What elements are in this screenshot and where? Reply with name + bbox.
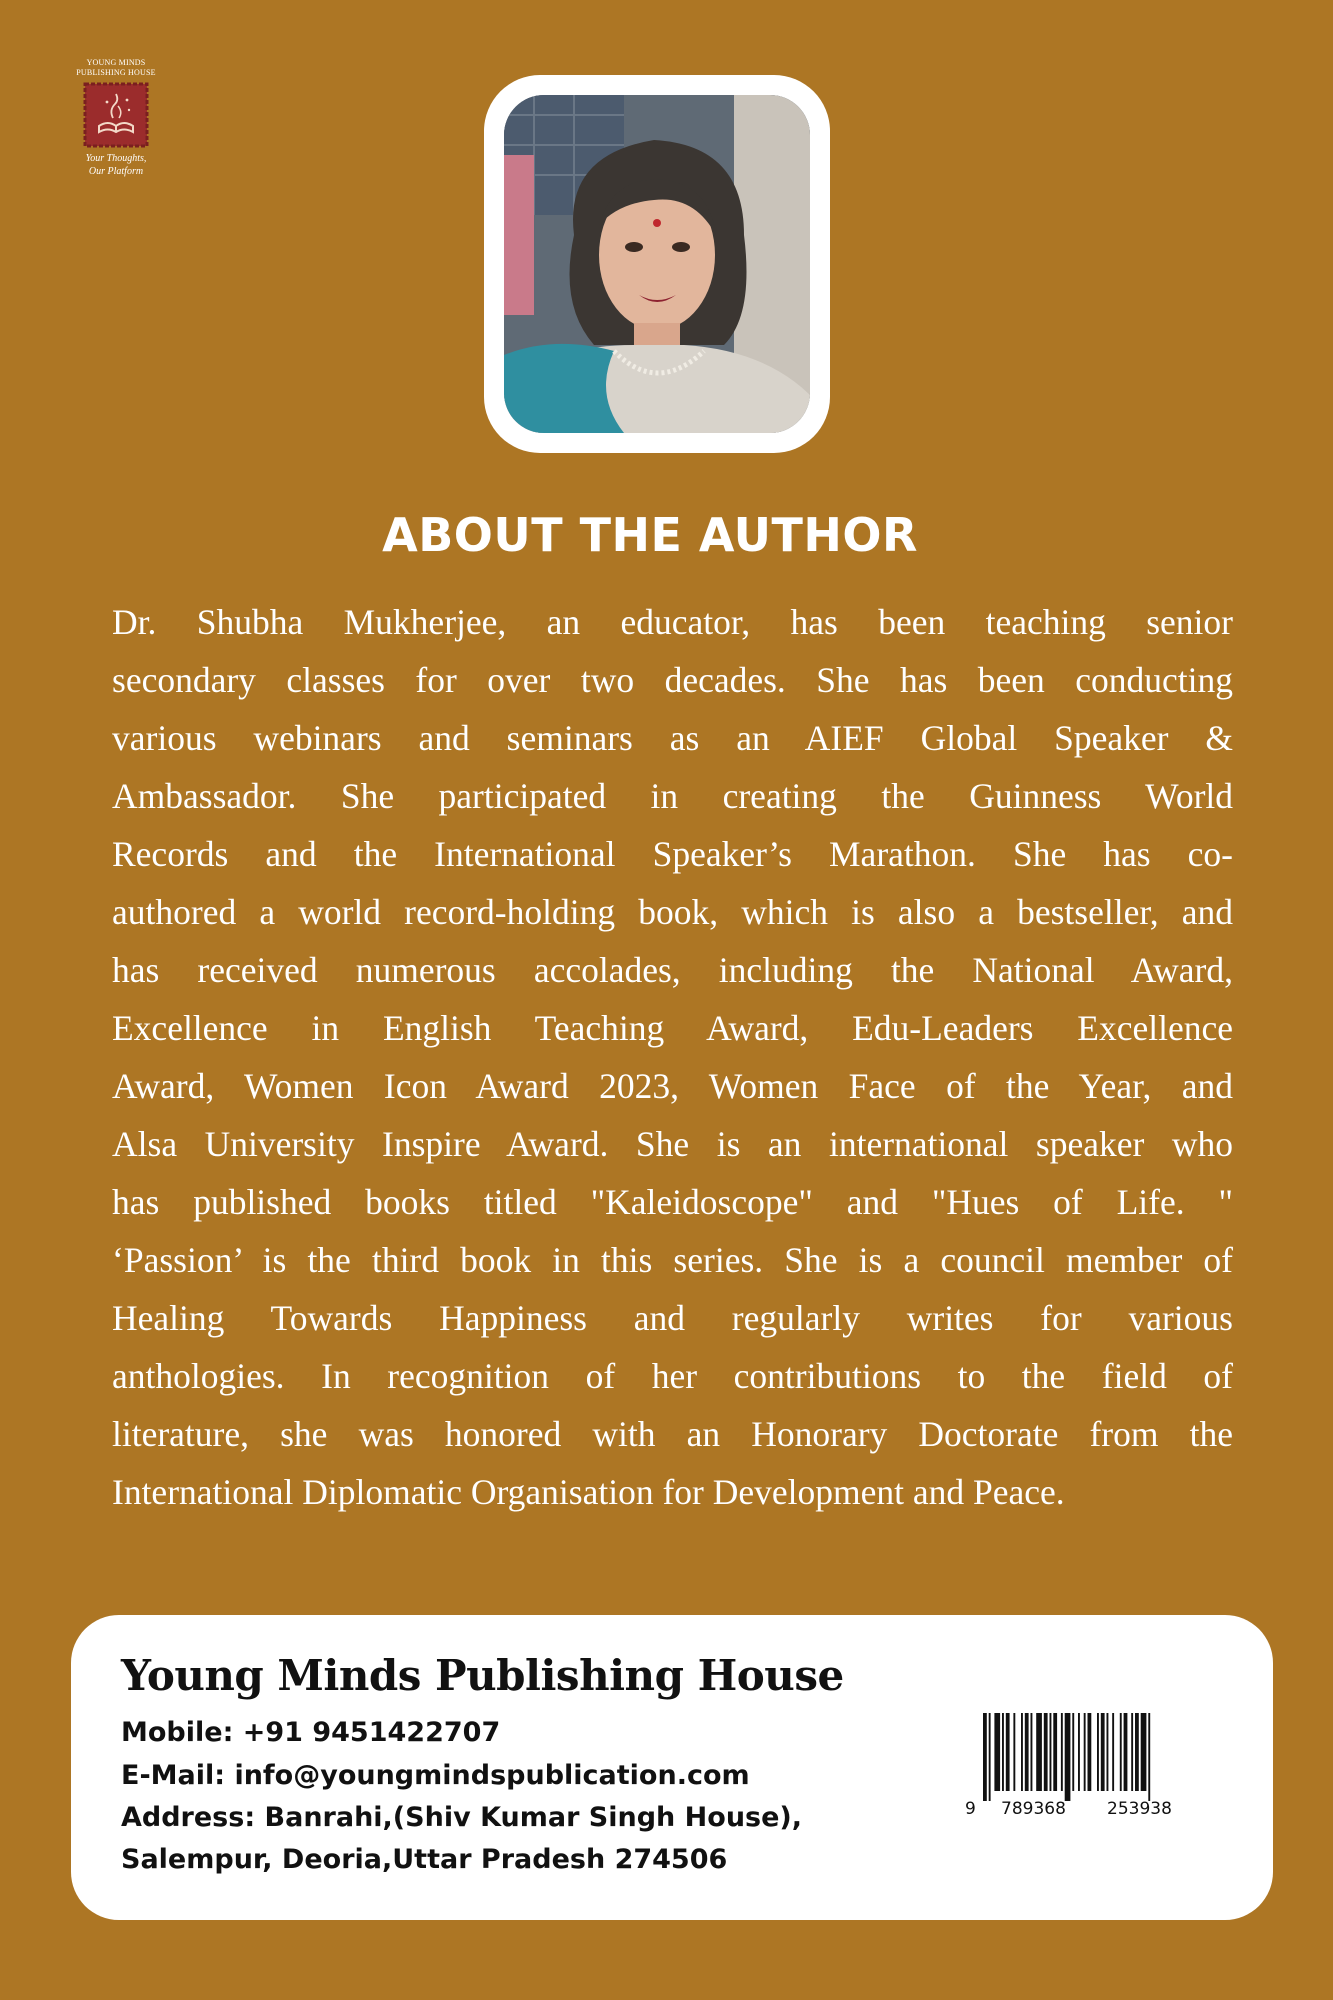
publisher-mobile: Mobile: +91 9451422707	[121, 1717, 501, 1748]
publisher-address-line-1: Address: Banrahi,(Shiv Kumar Singh House),	[121, 1802, 803, 1833]
barcode-digits-group-1: 789368	[1001, 1799, 1066, 1819]
bio-line: Ambassador. She participated in creating the Guinness World	[112, 776, 1233, 816]
bio-line: various webinars and seminars as an AIEF Global Speaker &	[112, 718, 1233, 758]
author-biography	[112, 593, 1233, 1521]
author-portrait-illustration	[504, 95, 810, 433]
publisher-address-line-2: Salempur, Deoria,Uttar Pradesh 274506	[121, 1844, 728, 1875]
publisher-logo	[66, 58, 166, 178]
bio-line: Dr. Shubha Mukherjee, an educator, has been teaching senior	[112, 602, 1233, 642]
isbn-barcode	[965, 1713, 1215, 1825]
bio-line: Excellence in English Teaching Award, Edu-Leaders Excellence	[112, 1008, 1233, 1048]
logo-name-bottom: PUBLISHING HOUSE	[76, 68, 156, 77]
publisher-name: Young Minds Publishing House	[121, 1651, 844, 1700]
logo-tagline-2: Our Platform	[88, 166, 144, 177]
bio-line: literature, she was honored with an Honorary Doctorate from the	[112, 1414, 1233, 1454]
logo-name-top: YOUNG MINDS	[86, 58, 146, 67]
barcode-digits-group-2: 253938	[1107, 1799, 1172, 1819]
bio-line: secondary classes for over two decades. She has been conducting	[112, 660, 1233, 700]
open-book-emblem-icon	[83, 82, 149, 148]
author-photo	[504, 95, 810, 433]
publisher-email: E-Mail: info@youngmindspublication.com	[121, 1760, 750, 1791]
bio-line: authored a world record-holding book, which is also a bestseller, and	[112, 892, 1233, 932]
bio-line: International Diplomatic Organisation for Development and Peace.	[112, 1472, 1065, 1512]
bio-line: has published books titled "Kaleidoscope" and "Hues of Life. "	[112, 1182, 1233, 1222]
bio-line: Award, Women Icon Award 2023, Women Face of the Year, and	[112, 1066, 1233, 1106]
bio-line: Healing Towards Happiness and regularly writes for various	[112, 1298, 1233, 1338]
publisher-info-card	[71, 1615, 1273, 1920]
bio-line: Records and the International Speaker’s Marathon. She has co-	[112, 834, 1233, 874]
bio-line: Alsa University Inspire Award. She is an international speaker who	[112, 1124, 1233, 1164]
barcode-icon	[983, 1713, 1208, 1801]
author-photo-frame	[484, 75, 830, 453]
about-the-author-heading: ABOUT THE AUTHOR	[382, 508, 918, 562]
bio-line: anthologies. In recognition of her contributions to the field of	[112, 1356, 1233, 1396]
logo-tagline-1: Your Thoughts,	[85, 153, 147, 164]
barcode-lead-digit: 9	[965, 1799, 976, 1819]
bio-line: ‘Passion’ is the third book in this series. She is a council member of	[112, 1240, 1233, 1280]
bio-line: has received numerous accolades, including the National Award,	[112, 950, 1233, 990]
